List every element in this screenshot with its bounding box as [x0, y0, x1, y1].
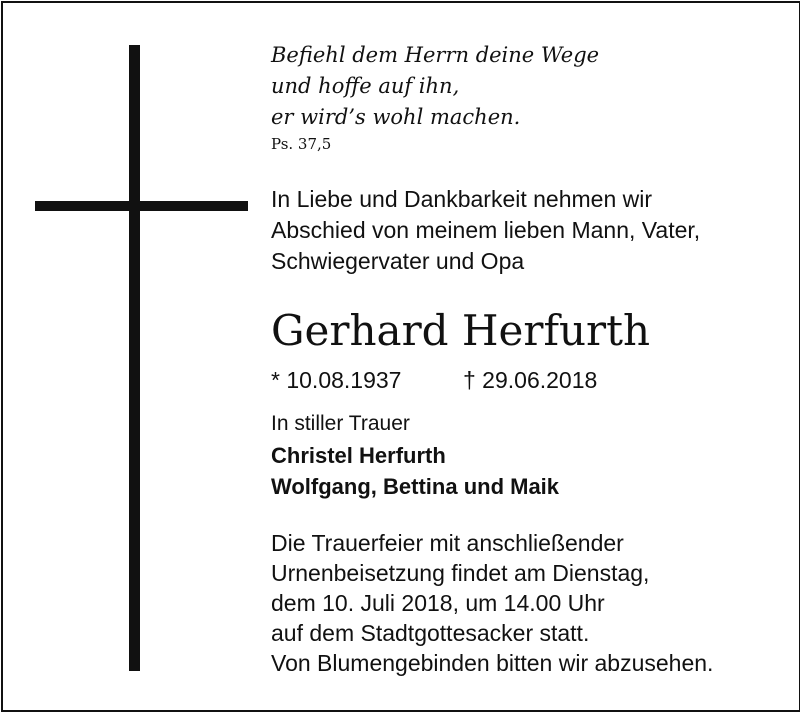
death-date: † 29.06.2018: [463, 367, 598, 393]
bible-verse: [271, 40, 599, 133]
mourner-name-2: Wolfgang, Bettina und Maik: [271, 474, 560, 499]
verse-line-3: er wird’s wohl machen.: [271, 105, 521, 129]
cross-horizontal-bar: [35, 201, 248, 211]
farewell-intro: [271, 184, 700, 277]
intro-line-2: Abschied von meinem lieben Mann, Vater,: [271, 217, 701, 243]
ceremony-line-3: dem 10. Juli 2018, um 14.00 Uhr: [271, 590, 605, 616]
mourners-list: [271, 440, 559, 502]
ceremony-line-5: Von Blumengebinden bitten wir abzusehen.: [271, 650, 714, 676]
mourning-heading: In stiller Trauer: [271, 412, 410, 435]
mourner-name-1: Christel Herfurth: [271, 443, 446, 468]
ceremony-details: [271, 528, 713, 678]
cross-vertical-bar: [129, 45, 140, 671]
life-dates: [271, 365, 598, 396]
verse-line-2: und hoffe auf ihn,: [271, 74, 460, 98]
intro-line-1: In Liebe und Dankbarkeit nehmen wir: [271, 186, 653, 212]
ceremony-line-4: auf dem Stadtgottesacker statt.: [271, 620, 590, 646]
obituary-notice: [1, 1, 800, 712]
intro-line-3: Schwiegervater und Opa: [271, 248, 525, 274]
verse-line-1: Befiehl dem Herrn deine Wege: [271, 43, 600, 67]
birth-date: * 10.08.1937: [271, 367, 402, 393]
ceremony-line-2: Urnenbeisetzung findet am Dienstag,: [271, 560, 650, 586]
verse-reference: Ps. 37,5: [271, 135, 332, 153]
deceased-name: Gerhard Herfurth: [271, 306, 651, 355]
ceremony-line-1: Die Trauerfeier mit anschließender: [271, 530, 624, 556]
